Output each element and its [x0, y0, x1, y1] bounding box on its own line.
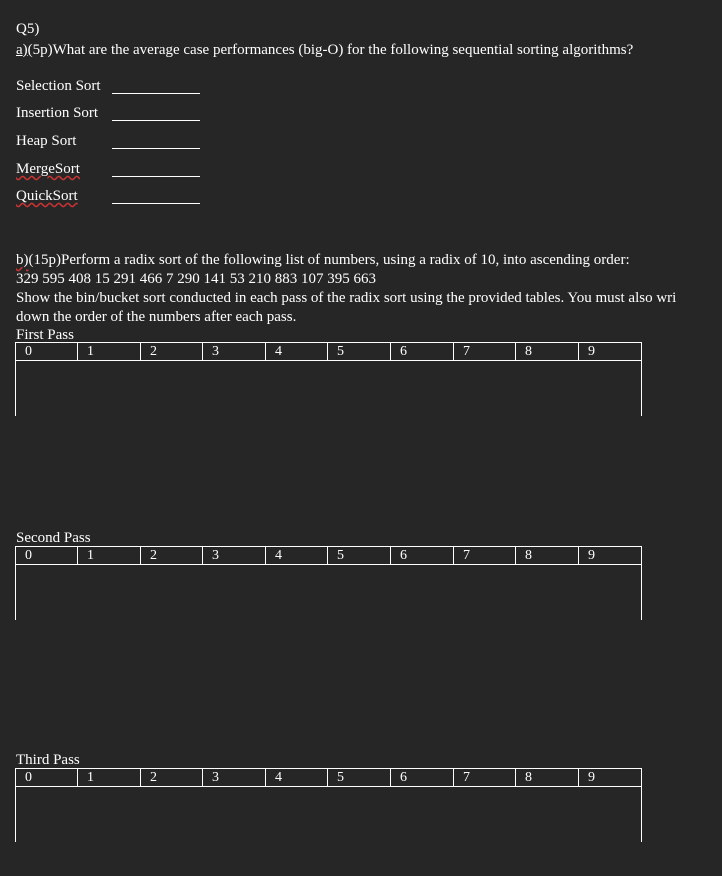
bucket-cell-4: 4 — [266, 547, 328, 564]
number-list: 329 595 408 15 291 466 7 290 141 53 210 883 107 395 663 — [16, 271, 376, 287]
bucket-header-row — [15, 546, 642, 565]
part-a-prompt — [16, 41, 633, 59]
bucket-cell-7: 7 — [454, 547, 516, 564]
part-b-prompt — [16, 251, 630, 269]
bucket-cell-3: 3 — [203, 547, 266, 564]
bucket-cell-5: 5 — [328, 343, 391, 360]
part-b-label: b) — [16, 252, 29, 268]
bucket-cell-1: 1 — [78, 343, 141, 360]
bucket-cell-5: 5 — [328, 769, 391, 786]
bucket-cell-2: 2 — [141, 769, 203, 786]
answer-blank-insertion-sort[interactable] — [112, 120, 200, 121]
bucket-cell-0: 0 — [16, 343, 78, 360]
bucket-cell-9: 9 — [588, 770, 595, 785]
bucket-cell-9: 9 — [588, 548, 595, 563]
part-a-label: a) — [16, 42, 28, 58]
bucket-cell-5: 5 — [328, 547, 391, 564]
bucket-answer-area[interactable] — [15, 565, 642, 620]
bucket-answer-area[interactable] — [15, 361, 642, 416]
answer-blank-merge-sort[interactable] — [112, 176, 200, 177]
bucket-cell-9: 9 — [588, 344, 595, 359]
bucket-cell-1: 1 — [78, 547, 141, 564]
bucket-cell-7: 7 — [454, 769, 516, 786]
bucket-cell-0: 0 — [16, 769, 78, 786]
bucket-cell-6: 6 — [391, 343, 454, 360]
bucket-cell-4: 4 — [266, 343, 328, 360]
bucket-cell-2: 2 — [141, 547, 203, 564]
algorithm-label-insertion-sort: Insertion Sort — [16, 105, 99, 121]
part-b-text: (15p)Perform a radix sort of the following list of numbers, using a radix of 10, into ascending order: — [28, 252, 630, 268]
bucket-cell-8: 8 — [516, 343, 579, 360]
answer-blank-selection-sort[interactable] — [112, 93, 200, 94]
algorithm-label-selection-sort: Selection Sort — [16, 78, 101, 94]
pass-title-first: First Pass — [16, 327, 74, 343]
bucket-cell-3: 3 — [203, 343, 266, 360]
bucket-cell-4: 4 — [266, 769, 328, 786]
bucket-answer-area[interactable] — [15, 787, 642, 842]
bucket-cell-8: 8 — [516, 547, 579, 564]
bucket-cell-6: 6 — [391, 547, 454, 564]
question-number: Q5) — [16, 21, 40, 37]
bucket-cell-8: 8 — [516, 769, 579, 786]
bucket-cell-1: 1 — [78, 769, 141, 786]
bucket-cell-7: 7 — [454, 343, 516, 360]
algorithm-label-quick-sort: QuickSort — [16, 188, 78, 204]
answer-blank-heap-sort[interactable] — [112, 148, 200, 149]
bucket-header-row — [15, 342, 642, 361]
bucket-cell-6: 6 — [391, 769, 454, 786]
part-a-text: (5p)What are the average case performances (big-O) for the following sequential sorting algorithms? — [27, 42, 634, 58]
bucket-cell-0: 0 — [16, 547, 78, 564]
bucket-cell-2: 2 — [141, 343, 203, 360]
instructions-line-2: down the order of the numbers after each pass. — [16, 309, 297, 325]
algorithm-label-heap-sort: Heap Sort — [16, 133, 77, 149]
instructions-line-1: Show the bin/bucket sort conducted in each pass of the radix sort using the provided tables. You must also wri — [16, 290, 677, 306]
bucket-header-row — [15, 768, 642, 787]
algorithm-label-merge-sort: MergeSort — [16, 161, 80, 177]
pass-title-third: Third Pass — [16, 752, 80, 768]
pass-title-second: Second Pass — [16, 530, 91, 546]
bucket-cell-3: 3 — [203, 769, 266, 786]
answer-blank-quick-sort[interactable] — [112, 203, 200, 204]
